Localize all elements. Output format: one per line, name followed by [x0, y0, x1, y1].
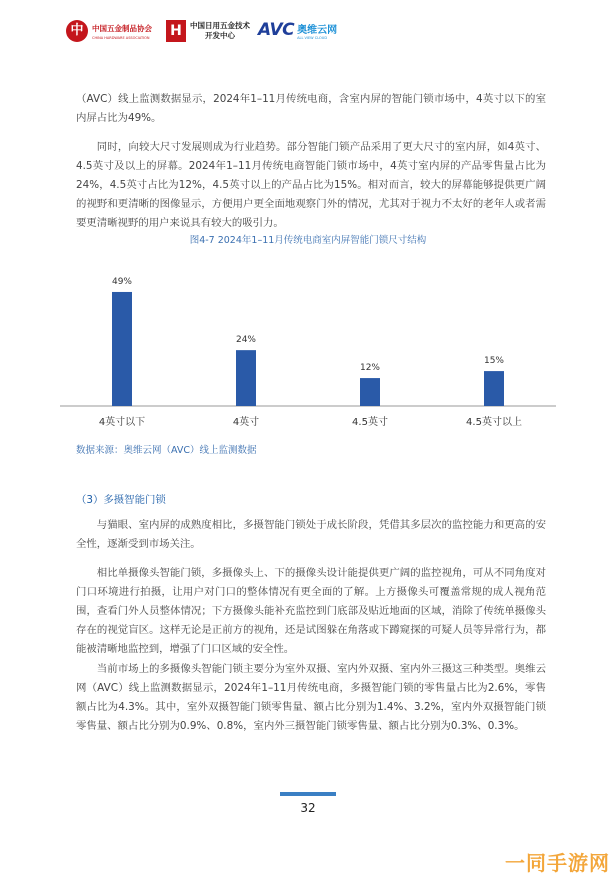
x-tick-label-0: 4英寸以下 [98, 417, 146, 428]
bar-value-label-3: 15% [483, 356, 505, 367]
dev-center-name-line1: 中国日用五金技术 [190, 21, 250, 30]
section-heading: （3）多摄智能门锁 [76, 494, 166, 506]
avc-english-name: ALL VIEW CLOUD [297, 35, 328, 40]
bar-2 [360, 378, 380, 406]
paragraph-2: 同时，向较大尺寸发展则成为行业趋势。部分智能门锁产品采用了更大尺寸的室内屏，如4英寸、4.5英寸及以上的屏幕。2024年1–11月传统电商智能门锁市场中，4英寸室内屏的产品零售量占比为24%，4.5英寸占比为12%，4.5英寸以上的产品占比为15%。相对而言，较大的屏幕能够提供更广阔的视野和更清晰的图像显示，方便用户更全面地观察门外的情况，尤其对于视力不太好的老年人或者需要更清晰视野的用户来说具有较大的吸引力。 [76, 141, 546, 229]
x-tick-label-3: 4.5英寸以上 [466, 417, 522, 428]
association-name: 中国五金制品协会 [92, 23, 152, 33]
bar-value-label-2: 12% [359, 363, 381, 374]
association-seal-icon: 中 [66, 20, 88, 42]
paragraph-4: 相比单摄像头智能门锁，多摄像头上、下的摄像头设计能提供更广阔的监控视角，可从不同角度对门口环境进行拍摄，让用户对门口的整体情况有更全面的了解。上方摄像头可覆盖常规的成人视角范围，查看门外人员整体情况；下方摄像头能补充监控到门底部及贴近地面的区域，消除了传统单摄像头存在的视觉盲区。这样无论是正前方的视角，还是试图躲在角落或下蹲窥探的可疑人员等异常行为，都能被清晰地监控到，增强了门口区域的安全性。 [76, 567, 546, 655]
chart-title: 图4-7 2024年1–11月传统电商室内屏智能门锁尺寸结构 [189, 235, 427, 246]
bar-1 [236, 350, 256, 406]
watermark: 一同手游网 [505, 851, 610, 874]
data-source: 数据来源：奥维云网（AVC）线上监测数据 [76, 445, 257, 456]
bar-0 [112, 292, 132, 406]
avc-logo [258, 20, 337, 40]
page-number: 32 [300, 801, 316, 815]
screen-size-bar-chart [60, 260, 556, 440]
page-header [0, 0, 616, 72]
bar-value-label-0: 49% [111, 276, 133, 287]
h-mark-icon: H [166, 20, 186, 42]
paragraph-1: （AVC）线上监测数据显示，2024年1–11月传统电商，含室内屏的智能门锁市场中，4英寸以下的室内屏占比为49%。 [76, 93, 546, 124]
x-tick-label-1: 4英寸 [232, 417, 260, 428]
bar-3 [484, 371, 504, 406]
avc-mark: AVC [258, 20, 295, 40]
dev-center-name-line2: 开发中心 [205, 31, 235, 40]
china-hardware-association-logo [66, 20, 152, 42]
bar-value-label-1: 24% [235, 335, 257, 346]
footer-accent-bar [280, 792, 336, 796]
hardware-dev-center-logo [166, 20, 250, 42]
association-english-name: CHINA HARDWARE ASSOCIATION [92, 35, 150, 40]
x-tick-label-2: 4.5英寸 [352, 417, 388, 428]
avc-name: 奥维云网 [297, 24, 338, 36]
paragraph-3: 与猫眼、室内屏的成熟度相比，多摄智能门锁处于成长阶段，凭借其多层次的监控能力和更高的安全性，逐渐受到市场关注。 [76, 519, 546, 550]
paragraph-5: 当前市场上的多摄像头智能门锁主要分为室外双摄、室内外双摄、室内外三摄这三种类型。奥维云网（AVC）线上监测数据显示，2024年1–11月传统电商，多摄智能门锁的零售量占比为2.6%，零售额占比为4.3%。其中，室外双摄智能门锁零售量、额占比分别为1.4%、3.2%，室内外双摄智能门锁零售量、额占比分别为0.9%、0.8%，室内外三摄智能门锁零售量、额占比分别为0.3%、0.3%。 [76, 663, 546, 732]
